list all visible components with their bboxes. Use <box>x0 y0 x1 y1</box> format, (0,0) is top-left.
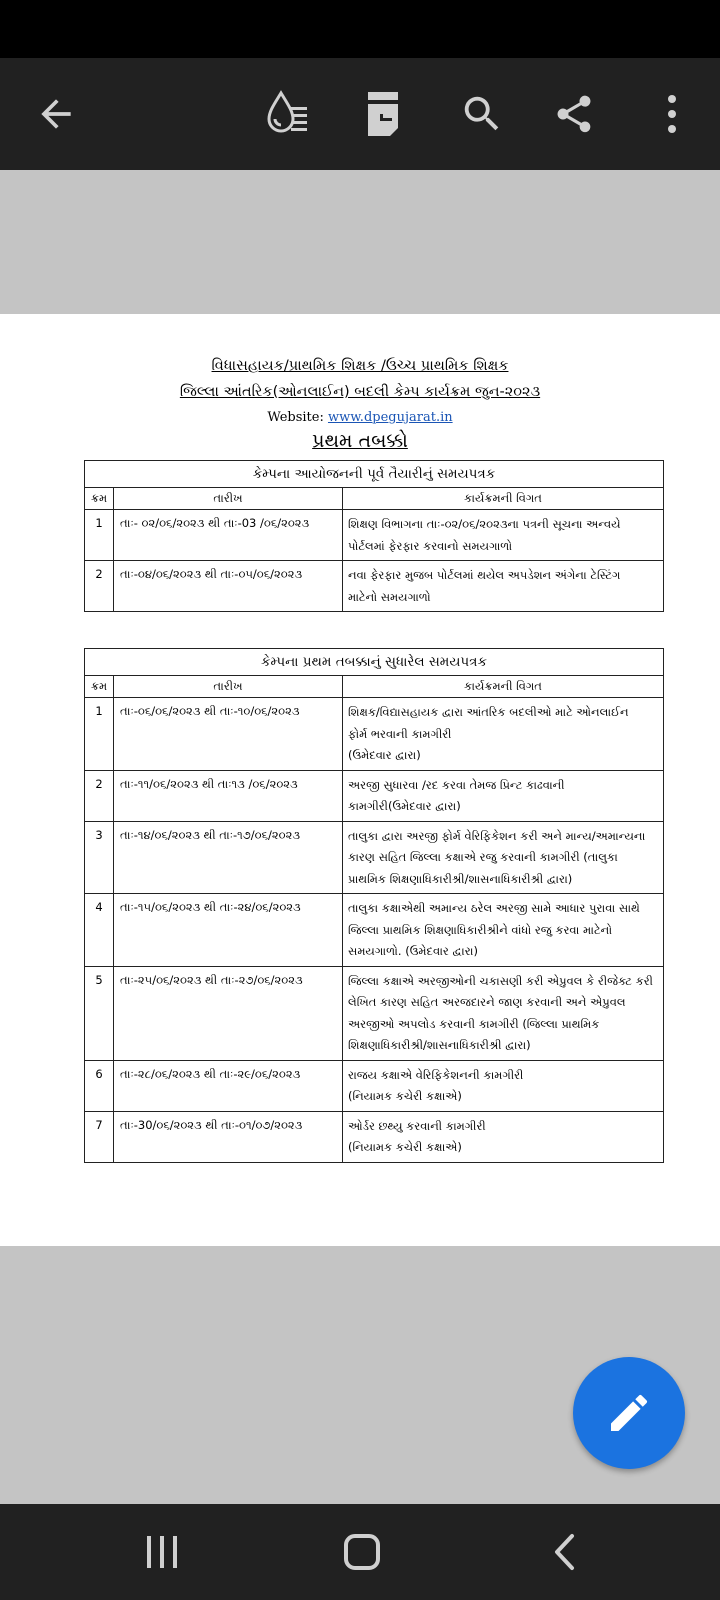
recent-apps-button[interactable] <box>112 1504 212 1600</box>
search-button[interactable] <box>442 58 522 170</box>
table-row <box>85 894 664 967</box>
row-date: તાઃ-30/૦૬/૨૦૨૩ થી તાઃ-૦૧/૦૭/૨૦૨૩ <box>114 1111 343 1162</box>
row-number: 6 <box>85 1060 114 1111</box>
row-description <box>343 1111 664 1162</box>
row-description-line: સમયગાળો. (ઉમેદવાર દ્વારા) <box>348 944 478 958</box>
nav-back-button[interactable] <box>514 1504 614 1600</box>
row-description-line: રાજય કક્ષાએ વેરિફિકેશનની કામગીરી <box>348 1067 524 1082</box>
website-link[interactable]: www.dpegujarat.in <box>327 410 453 425</box>
row-description-line: (ઉમેદવાર દ્વારા) <box>348 748 421 762</box>
recent-apps-icon <box>145 1534 179 1570</box>
row-number: 1 <box>85 698 114 771</box>
status-bar <box>0 0 720 58</box>
phase-title: પ્રથમ તબક્કો <box>312 430 408 452</box>
table-caption: કેમ્પના પ્રથમ તબક્કાનું સુધારેલ સમયપત્રક <box>85 649 664 676</box>
col-header-date: તારીખ <box>114 676 343 698</box>
reading-mode-icon <box>261 87 315 141</box>
navigation-bar <box>0 1504 720 1600</box>
row-description-line: ઓર્ડર છથ્યુ કરવાની કામગીરી <box>348 1118 486 1133</box>
row-number: 7 <box>85 1111 114 1162</box>
phase-one-schedule-table <box>84 648 664 1163</box>
col-header-date: તારીખ <box>114 488 343 510</box>
row-number: 3 <box>85 821 114 894</box>
row-description-line: કામગીરી(ઉમેદવાર દ્વારા) <box>348 799 461 813</box>
table-row <box>85 821 664 894</box>
col-header-no: ક્રમ <box>85 488 114 510</box>
page-layout-icon <box>364 90 404 138</box>
row-number: 5 <box>85 966 114 1060</box>
share-icon <box>552 92 596 136</box>
row-date: તાઃ-૧૧/૦૬/૨૦૨૩ થી તાઃ૧૩ /૦૬/૨૦૨૩ <box>114 770 343 821</box>
row-date: તાઃ- ૦૨/૦૬/૨૦૨૩ થી તાઃ-03 /૦૬/૨૦૨૩ <box>114 510 343 561</box>
table-row <box>85 561 664 612</box>
row-number: 1 <box>85 510 114 561</box>
document-page[interactable] <box>0 314 720 1246</box>
row-number: 2 <box>85 770 114 821</box>
home-icon <box>343 1533 381 1571</box>
preparation-schedule-table <box>84 460 664 612</box>
edit-pencil-icon <box>605 1389 653 1437</box>
table-row <box>85 698 664 771</box>
website-label: Website: <box>267 410 328 425</box>
row-date: તાઃ-૦૪/૦૬/૨૦૨૩ થી તાઃ-૦૫/૦૬/૨૦૨૩ <box>114 561 343 612</box>
table-row <box>85 1111 664 1162</box>
row-description-line: જિલ્લા પ્રાથમિક શિક્ષણાધિકારીશ્રીને વાંધો રજુ કરવા માટેનો <box>348 922 613 937</box>
more-vert-icon <box>666 94 678 134</box>
row-description-line: નવા ફેરફાર મુજબ પોર્ટલમાં થયેલ અપડેશન અંગેના ટેસ્ટિંગ <box>348 568 621 582</box>
row-description <box>343 894 664 967</box>
row-description-line: તાલુકા કક્ષાએથી અમાન્ય ઠરેલ અરજી સામે આધાર પુરાવા સાથે <box>348 901 640 915</box>
back-button[interactable] <box>16 58 96 170</box>
doc-title-line2: જિલ્લા આંતરિક(ઓનલાઈન) બદલી કેમ્પ કાર્યક્રમ જુન-૨૦૨૩ <box>179 384 541 400</box>
row-description-line: શિક્ષણાધિકારીશ્રી/શાસનાધિકારીશ્રી દ્વારા) <box>348 1038 531 1052</box>
row-description-line: (નિયામક કચેરી કક્ષાએ) <box>348 1089 462 1103</box>
row-date: તાઃ-૧૪/૦૬/૨૦૨૩ થી તાઃ-૧૭/૦૬/૨૦૨૩ <box>114 821 343 894</box>
col-header-desc: કાર્યક્રમની વિગત <box>343 676 664 698</box>
row-description-line: (નિયામક કચેરી કક્ષાએ) <box>348 1140 462 1154</box>
row-description <box>343 698 664 771</box>
search-icon <box>459 91 505 137</box>
edit-fab-button[interactable] <box>573 1357 685 1469</box>
reading-mode-button[interactable] <box>248 58 328 170</box>
table-row <box>85 510 664 561</box>
row-description-line: શિક્ષણ વિભાગના તાઃ-૦૨/૦૬/૨૦૨૩ના પત્રની સૂચના અન્વયે <box>348 517 621 531</box>
row-description-line: પોર્ટલમાં ફેરફાર કરવાનો સમયગાળો <box>348 538 513 553</box>
row-description-line: માટેનો સમયગાળો <box>348 589 431 604</box>
table-row <box>85 1060 664 1111</box>
doc-title-line1: વિધાસહાયક/પ્રાથમિક શિક્ષક /ઉચ્ચ પ્રાથમિક શિક્ષક <box>211 358 509 374</box>
row-date: તાઃ-૨૫/૦૬/૨૦૨૩ થી તાઃ-૨૭/૦૬/૨૦૨૩ <box>114 966 343 1060</box>
row-description-line: તાલુકા દ્વારા અરજી ફોર્મ વેરિફિકેશન કરી અને માન્ય/અમાન્યના <box>348 828 646 843</box>
back-arrow-icon <box>34 92 78 136</box>
toolbar <box>0 58 720 170</box>
row-description <box>343 821 664 894</box>
share-button[interactable] <box>534 58 614 170</box>
row-number: 2 <box>85 561 114 612</box>
row-description-line: પ્રાથમિક શિક્ષણાધિકારીશ્રી/શાસનાધિકારીશ્રી દ્વારા) <box>348 871 573 886</box>
row-number: 4 <box>85 894 114 967</box>
table-caption: કેમ્પના આયોજનની પૂર્વ તૈયારીનું સમયપત્રક <box>85 461 664 488</box>
row-description-line: લેખિત કારણ સહિત અરજદારને જાણ કરવાની અને એપ્રુવલ <box>348 995 626 1009</box>
row-description-line: જિલ્લા કક્ષાએ અરજીઓની ચકાસણી કરી એપ્રુવલ કે રીજેક્ટ કરી <box>348 973 653 988</box>
row-description-line: કારણ સહિત જિલ્લા કક્ષાએ રજુ કરવાની કામગીરી (તાલુકા <box>348 850 618 864</box>
row-description-line: ફોર્મ ભરવાની કામગીરી <box>348 726 452 741</box>
row-description-line: શિક્ષક/વિદ્યાસહાયક દ્વારા આંતરિક બદલીઓ માટે ઓનલાઈન <box>348 705 629 719</box>
row-date: તાઃ-૦૬/૦૬/૨૦૨૩ થી તાઃ-૧૦/૦૬/૨૦૨૩ <box>114 698 343 771</box>
col-header-no: ક્રમ <box>85 676 114 698</box>
row-description <box>343 510 664 561</box>
col-header-desc: કાર્યક્રમની વિગત <box>343 488 664 510</box>
website-line <box>0 410 720 425</box>
back-icon <box>552 1533 576 1571</box>
row-date: તાઃ-૧૫/૦૬/૨૦૨૩ થી તાઃ-૨૪/૦૬/૨૦૨૩ <box>114 894 343 967</box>
home-button[interactable] <box>312 1504 412 1600</box>
row-date: તાઃ-૨૮/૦૬/૨૦૨૩ થી તાઃ-૨૯/૦૬/૨૦૨૩ <box>114 1060 343 1111</box>
row-description-line: અરજીઓ અપલોડ કરવાની કામગીરી (જિલ્લા પ્રાથમિક <box>348 1016 600 1031</box>
row-description <box>343 561 664 612</box>
row-description <box>343 770 664 821</box>
more-options-button[interactable] <box>632 58 712 170</box>
page-layout-button[interactable] <box>344 58 424 170</box>
table-row <box>85 966 664 1060</box>
row-description <box>343 1060 664 1111</box>
table-row <box>85 770 664 821</box>
row-description-line: અરજી સુધારવા /રદ કરવા તેમજ પ્રિન્ટ કાઢવાની <box>348 777 565 792</box>
row-description <box>343 966 664 1060</box>
